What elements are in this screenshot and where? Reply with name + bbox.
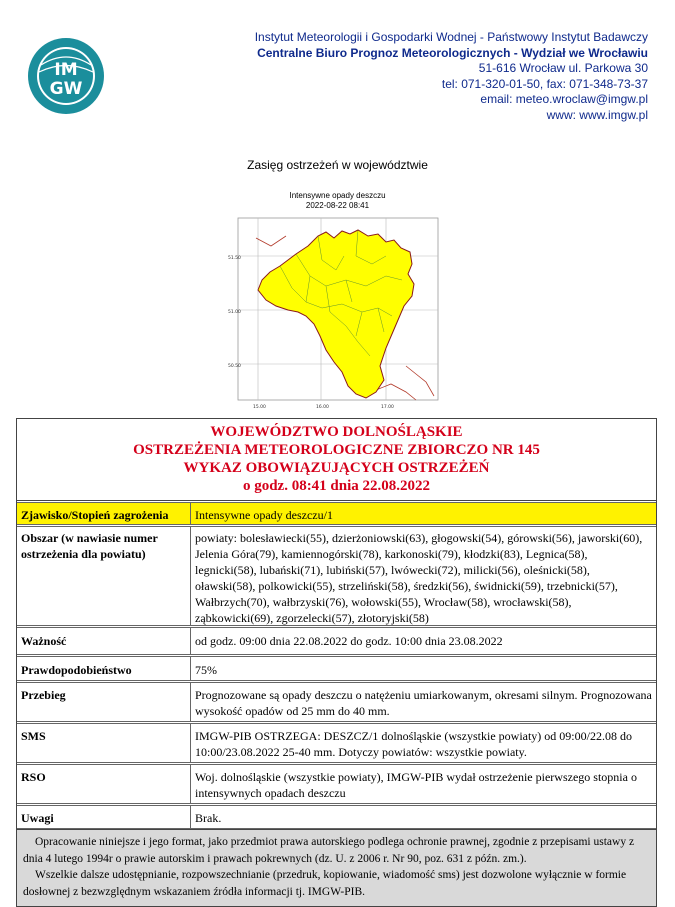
row-value: powiaty: bolesławiecki(55), dzierżoniowski(63), głogowski(54), górowski(56), jaworski(60), Jelenia Góra(79), kamiennogórski(78), karkonoski(79), kłodzki(83), Legnica(58), legnicki(58), lubański(71), lubiński(57), lwówecki(72), milicki(56), oleśnicki(58), oławski(58), polkowicki(55), strzeliński(58), średzki(56), świdnicki(59), trzebnicki(57), Wałbrzych(70), wałbrzyski(76), wołowski(55), Wrocław(58), wrocławski(58), ząbkowicki(69), zgorzelecki(57), złotoryjski(58) <box>191 526 656 626</box>
row-value: IMGW-PIB OSTRZEGA: DESZCZ/1 dolnośląskie (wszystkie powiaty) od 09:00/22.08 do 10:00/23.08.2022 25-40 mm. Dotyczy powiatów: wszystkie powiaty. <box>191 723 656 763</box>
lat-label: 51.50 <box>228 256 241 261</box>
lat-label: 50.50 <box>228 364 241 369</box>
lat-label: 51.00 <box>228 310 241 315</box>
map-timestamp: 2022-08-22 08:41 <box>305 201 370 210</box>
row-key: Prawdopodobieństwo <box>17 656 191 681</box>
table-row-probability <box>17 655 656 681</box>
phone-fax: tel: 071-320-01-50, fax: 071-348-73-37 <box>441 76 648 91</box>
map-caption <box>0 191 675 211</box>
row-value: Intensywne opady deszczu/1 <box>191 502 656 525</box>
redistribution-paragraph: Wszelkie dalsze udostępnianie, rozpowszechnianie (przedruk, kopiowanie, wiadomość sms) jest dozwolone wyłącznie w formie dosłownej z bezwzględnym wskazaniem źródła informacji tj. IMGW-PIB. <box>23 869 627 898</box>
row-value: Brak. <box>191 805 656 829</box>
table-row-remarks <box>17 804 656 829</box>
warning-table <box>16 418 657 907</box>
row-key: Ważność <box>17 627 191 655</box>
table-row-sms <box>17 722 656 763</box>
row-key: Uwagi <box>17 805 191 829</box>
row-value: 75% <box>191 656 656 681</box>
row-key: RSO <box>17 764 191 804</box>
address: 51-616 Wrocław ul. Parkowa 30 <box>478 61 648 76</box>
warning-map <box>226 216 441 412</box>
lon-label: 16.00 <box>316 405 329 410</box>
row-key: Przebieg <box>17 682 191 722</box>
copyright-notice <box>17 829 656 906</box>
table-row-area <box>17 525 656 626</box>
website[interactable]: www: www.imgw.pl <box>546 107 648 122</box>
office-name: Centralne Biuro Prognoz Meteorologicznych - Wydział we Wrocławiu <box>257 45 648 60</box>
table-row-course <box>17 681 656 722</box>
row-value: Woj. dolnośląskie (wszystkie powiaty), IMGW-PIB wydał ostrzeżenie pierwszego stopnia o intensywnych opadach deszczu <box>191 764 656 804</box>
lon-label: 17.00 <box>381 405 394 410</box>
table-row-validity <box>17 626 656 655</box>
table-row-phenomenon <box>17 501 656 525</box>
map-phenomenon: Intensywne opady deszczu <box>289 191 386 200</box>
table-row-rso <box>17 763 656 804</box>
row-key: Zjawisko/Stopień zagrożenia <box>17 502 191 525</box>
title-list: WYKAZ OBOWIĄZUJĄCYCH OSTRZEŻEŃ <box>183 460 490 476</box>
copyright-paragraph: Opracowanie niniejsze i jego format, jako przedmiot prawa autorskiego podlega ochronie prawnej, zgodnie z przepisami ustawy z dnia 4 lutego 1994r o prawie autorskim i prawach pokrewnych (dz. U. z 2006 r. Nr 90, poz. 631 z późn. zm.). <box>23 836 635 865</box>
institute-name: Instytut Meteorologii i Gospodarki Wodnej - Państwowy Instytut Badawczy <box>254 30 648 44</box>
title-warning-number: OSTRZEŻENIA METEOROLOGICZNE ZBIORCZO NR 145 <box>133 442 540 458</box>
email[interactable]: email: meteo.wroclaw@imgw.pl <box>480 92 648 107</box>
row-key: Obszar (w nawiasie numer ostrzeżenia dla powiatu) <box>17 526 191 626</box>
row-value: Prognozowane są opady deszczu o natężeniu umiarkowanym, okresami silnym. Prognozowana wysokość opadów od 25 mm do 40 mm. <box>191 682 656 722</box>
page-subtitle: Zasięg ostrzeżeń w województwie <box>247 158 428 172</box>
row-key: SMS <box>17 723 191 763</box>
svg-text:IM: IM <box>54 60 78 80</box>
table-title <box>17 419 656 501</box>
title-time: o godz. 08:41 dnia 22.08.2022 <box>242 478 431 494</box>
lon-label: 15.00 <box>253 405 266 410</box>
row-value: od godz. 09:00 dnia 22.08.2022 do godz. 10:00 dnia 23.08.2022 <box>191 627 656 655</box>
imgw-logo <box>27 37 105 115</box>
title-region: WOJEWÓDZTWO DOLNOŚLĄSKIE <box>210 424 463 440</box>
institute-header <box>228 30 648 124</box>
svg-text:GW: GW <box>49 79 83 99</box>
